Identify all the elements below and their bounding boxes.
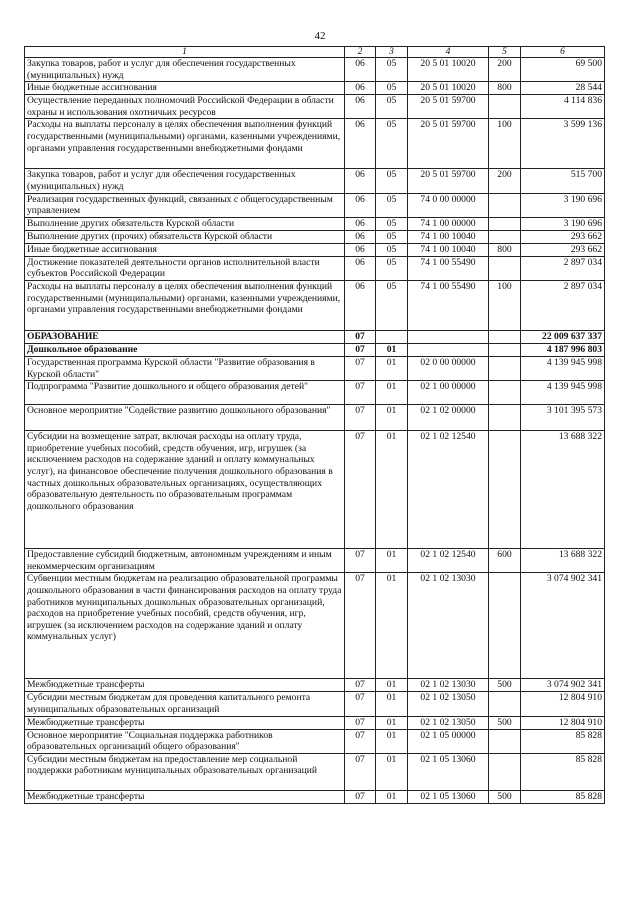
- header-cell: 2: [345, 47, 376, 58]
- header-cell: 4: [408, 47, 489, 58]
- row-subsection-cell: 05: [376, 217, 408, 230]
- row-name-cell: Реализация государственных функций, связанных с общегосударственным управлением: [25, 193, 345, 217]
- row-expense-type-cell: 800: [489, 82, 521, 95]
- row-expense-type-cell: [489, 343, 521, 356]
- table-row: [25, 169, 605, 193]
- row-amount-cell: 85 828: [521, 790, 605, 803]
- row-subsection-cell: 01: [376, 716, 408, 729]
- row-subsection-cell: 05: [376, 58, 408, 82]
- row-name-cell: Субсидии на возмещение затрат, включая расходы на оплату труда, приобретение учебных пособий, средств обучения, игр, игрушек (за исключением расходов на содержание зданий и оплату коммунальных услуг), на финансовое обеспечение получения дошкольного образования в частных дошкольных образовательных организациях, осуществляющих образовательную деятельность по образовательным программам дошкольного образования: [25, 431, 345, 549]
- row-amount-cell: 85 828: [521, 729, 605, 753]
- row-expense-type-cell: 100: [489, 119, 521, 169]
- row-amount-cell: 28 544: [521, 82, 605, 95]
- row-section-cell: 07: [345, 356, 376, 380]
- table-row: [25, 217, 605, 230]
- row-subsection-cell: 05: [376, 243, 408, 256]
- table-row: [25, 280, 605, 330]
- row-subsection-cell: 01: [376, 573, 408, 679]
- row-amount-cell: 3 190 696: [521, 193, 605, 217]
- row-target-code-cell: 20 5 01 59700: [408, 169, 489, 193]
- table-row: [25, 119, 605, 169]
- row-expense-type-cell: [489, 431, 521, 549]
- table-row: [25, 193, 605, 217]
- row-target-code-cell: 74 1 00 10040: [408, 243, 489, 256]
- row-subsection-cell: 01: [376, 692, 408, 716]
- row-name-cell: Межбюджетные трансферты: [25, 790, 345, 803]
- row-target-code-cell: 02 1 02 00000: [408, 405, 489, 431]
- row-section-cell: 07: [345, 753, 376, 790]
- row-amount-cell: 3 190 696: [521, 217, 605, 230]
- row-expense-type-cell: [489, 381, 521, 405]
- row-section-cell: 06: [345, 58, 376, 82]
- row-amount-cell: 22 009 637 337: [521, 330, 605, 343]
- row-name-cell: Субсидии местным бюджетам на предоставление мер социальной поддержки работникам муниципальных образовательных организаций: [25, 753, 345, 790]
- row-target-code-cell: 20 5 01 59700: [408, 119, 489, 169]
- row-name-cell: Закупка товаров, работ и услуг для обеспечения государственных (муниципальных) нужд: [25, 58, 345, 82]
- row-subsection-cell: 05: [376, 193, 408, 217]
- row-expense-type-cell: [489, 753, 521, 790]
- row-target-code-cell: 02 1 02 13050: [408, 716, 489, 729]
- row-expense-type-cell: [489, 692, 521, 716]
- table-row: [25, 381, 605, 405]
- row-name-cell: Иные бюджетные ассигнования: [25, 82, 345, 95]
- row-target-code-cell: 02 1 05 13060: [408, 753, 489, 790]
- row-target-code-cell: 02 1 02 13030: [408, 573, 489, 679]
- row-name-cell: Основное мероприятие "Содействие развитию дошкольного образования": [25, 405, 345, 431]
- row-subsection-cell: 05: [376, 95, 408, 119]
- row-amount-cell: 515 700: [521, 169, 605, 193]
- row-target-code-cell: 02 1 02 12540: [408, 431, 489, 549]
- row-section-cell: 06: [345, 169, 376, 193]
- row-target-code-cell: 02 1 05 00000: [408, 729, 489, 753]
- row-subsection-cell: 01: [376, 729, 408, 753]
- row-section-cell: 07: [345, 405, 376, 431]
- table-row: [25, 753, 605, 790]
- table-row: [25, 716, 605, 729]
- row-amount-cell: 3 599 136: [521, 119, 605, 169]
- row-section-cell: 07: [345, 431, 376, 549]
- row-amount-cell: 13 688 322: [521, 431, 605, 549]
- row-name-cell: Субвенции местным бюджетам на реализацию образовательной программы дошкольного образования в части финансирования расходов на оплату труда работников муниципальных дошкольных образовательных организаций, расходов на приобретение учебных пособий, средств обучения, игр, игрушек (за исключением расходов на содержание зданий и оплату коммунальных услуг): [25, 573, 345, 679]
- row-target-code-cell: 74 1 00 55490: [408, 280, 489, 330]
- row-name-cell: Дошкольное образование: [25, 343, 345, 356]
- row-subsection-cell: 01: [376, 343, 408, 356]
- row-expense-type-cell: [489, 217, 521, 230]
- row-section-cell: 06: [345, 230, 376, 243]
- row-subsection-cell: 01: [376, 381, 408, 405]
- row-expense-type-cell: [489, 230, 521, 243]
- row-subsection-cell: 01: [376, 679, 408, 692]
- row-amount-cell: 85 828: [521, 753, 605, 790]
- table-row: [25, 343, 605, 356]
- table-row: [25, 729, 605, 753]
- table-row: [25, 431, 605, 549]
- row-section-cell: 07: [345, 729, 376, 753]
- row-subsection-cell: 05: [376, 256, 408, 280]
- row-name-cell: Расходы на выплаты персоналу в целях обеспечения выполнения функций государственными (муниципальными) органами, казенными учреждениями, органами управления государственными внебюджетными фондами: [25, 280, 345, 330]
- row-name-cell: Предоставление субсидий бюджетным, автономным учреждениям и иным некоммерческим организациям: [25, 549, 345, 573]
- row-amount-cell: 4 187 996 803: [521, 343, 605, 356]
- row-target-code-cell: 74 1 00 55490: [408, 256, 489, 280]
- row-name-cell: Межбюджетные трансферты: [25, 716, 345, 729]
- row-section-cell: 07: [345, 716, 376, 729]
- row-amount-cell: 293 662: [521, 243, 605, 256]
- row-expense-type-cell: [489, 729, 521, 753]
- row-amount-cell: 2 897 034: [521, 256, 605, 280]
- row-target-code-cell: [408, 343, 489, 356]
- budget-table: [24, 46, 605, 804]
- row-expense-type-cell: [489, 193, 521, 217]
- row-subsection-cell: 01: [376, 356, 408, 380]
- row-section-cell: 07: [345, 549, 376, 573]
- row-amount-cell: 4 139 945 998: [521, 356, 605, 380]
- row-name-cell: Выполнение других (прочих) обязательств Курской области: [25, 230, 345, 243]
- row-amount-cell: 12 804 910: [521, 716, 605, 729]
- table-row: [25, 82, 605, 95]
- row-expense-type-cell: [489, 573, 521, 679]
- table-row: [25, 243, 605, 256]
- row-name-cell: Закупка товаров, работ и услуг для обеспечения государственных (муниципальных) нужд: [25, 169, 345, 193]
- row-section-cell: 07: [345, 381, 376, 405]
- row-target-code-cell: 02 1 02 13050: [408, 692, 489, 716]
- row-target-code-cell: 74 1 00 00000: [408, 217, 489, 230]
- row-section-cell: 06: [345, 82, 376, 95]
- row-section-cell: 06: [345, 243, 376, 256]
- header-cell: 3: [376, 47, 408, 58]
- row-name-cell: Государственная программа Курской области "Развитие образования в Курской области": [25, 356, 345, 380]
- row-subsection-cell: 01: [376, 549, 408, 573]
- row-subsection-cell: 01: [376, 405, 408, 431]
- row-name-cell: Межбюджетные трансферты: [25, 679, 345, 692]
- row-expense-type-cell: 200: [489, 169, 521, 193]
- row-expense-type-cell: 500: [489, 790, 521, 803]
- row-subsection-cell: [376, 330, 408, 343]
- table-row: [25, 573, 605, 679]
- row-section-cell: 06: [345, 119, 376, 169]
- row-section-cell: 07: [345, 343, 376, 356]
- row-name-cell: Выполнение других обязательств Курской области: [25, 217, 345, 230]
- row-amount-cell: 293 662: [521, 230, 605, 243]
- row-section-cell: 07: [345, 679, 376, 692]
- row-target-code-cell: 20 5 01 10020: [408, 58, 489, 82]
- row-target-code-cell: 02 1 02 12540: [408, 549, 489, 573]
- row-name-cell: Расходы на выплаты персоналу в целях обеспечения выполнения функций государственными (муниципальными) органами, казенными учреждениями, органами управления государственными внебюджетными фондами: [25, 119, 345, 169]
- row-target-code-cell: 02 1 00 00000: [408, 381, 489, 405]
- row-subsection-cell: 05: [376, 280, 408, 330]
- table-row: [25, 356, 605, 380]
- row-section-cell: 07: [345, 573, 376, 679]
- row-amount-cell: 3 074 902 341: [521, 679, 605, 692]
- table-row: [25, 692, 605, 716]
- row-amount-cell: 13 688 322: [521, 549, 605, 573]
- table-row: [25, 679, 605, 692]
- row-subsection-cell: 01: [376, 790, 408, 803]
- header-cell: 1: [25, 47, 345, 58]
- row-amount-cell: 2 897 034: [521, 280, 605, 330]
- row-expense-type-cell: [489, 256, 521, 280]
- header-cell: 6: [521, 47, 605, 58]
- row-expense-type-cell: 200: [489, 58, 521, 82]
- row-name-cell: Иные бюджетные ассигнования: [25, 243, 345, 256]
- row-target-code-cell: 74 1 00 10040: [408, 230, 489, 243]
- row-expense-type-cell: 100: [489, 280, 521, 330]
- table-row: [25, 256, 605, 280]
- page-number: 42: [314, 30, 326, 42]
- row-amount-cell: 12 804 910: [521, 692, 605, 716]
- row-expense-type-cell: 500: [489, 679, 521, 692]
- table-header-row: [25, 47, 605, 58]
- table-row: [25, 58, 605, 82]
- row-subsection-cell: 05: [376, 230, 408, 243]
- row-name-cell: Достижение показателей деятельности органов исполнительной власти субъектов Российской Федерации: [25, 256, 345, 280]
- row-section-cell: 07: [345, 692, 376, 716]
- row-subsection-cell: 05: [376, 169, 408, 193]
- row-expense-type-cell: [489, 330, 521, 343]
- row-name-cell: Субсидии местным бюджетам для проведения капитального ремонта муниципальных образовательных организаций: [25, 692, 345, 716]
- row-expense-type-cell: 800: [489, 243, 521, 256]
- row-section-cell: 07: [345, 790, 376, 803]
- row-name-cell: Осуществление переданных полномочий Российской Федерации в области охраны и использования охотничьих ресурсов: [25, 95, 345, 119]
- row-target-code-cell: 20 5 01 59700: [408, 95, 489, 119]
- row-subsection-cell: 01: [376, 753, 408, 790]
- row-name-cell: Подпрограмма "Развитие дошкольного и общего образования детей": [25, 381, 345, 405]
- row-amount-cell: 69 500: [521, 58, 605, 82]
- row-expense-type-cell: [489, 95, 521, 119]
- table-row: [25, 330, 605, 343]
- row-subsection-cell: 01: [376, 431, 408, 549]
- row-target-code-cell: 20 5 01 10020: [408, 82, 489, 95]
- row-section-cell: 06: [345, 95, 376, 119]
- table-row: [25, 95, 605, 119]
- row-expense-type-cell: [489, 405, 521, 431]
- row-target-code-cell: 02 0 00 00000: [408, 356, 489, 380]
- row-section-cell: 06: [345, 256, 376, 280]
- row-amount-cell: 4 139 945 998: [521, 381, 605, 405]
- row-expense-type-cell: 600: [489, 549, 521, 573]
- row-name-cell: ОБРАЗОВАНИЕ: [25, 330, 345, 343]
- row-expense-type-cell: [489, 356, 521, 380]
- row-section-cell: 07: [345, 330, 376, 343]
- header-cell: 5: [489, 47, 521, 58]
- row-section-cell: 06: [345, 217, 376, 230]
- row-target-code-cell: [408, 330, 489, 343]
- row-amount-cell: 3 101 395 573: [521, 405, 605, 431]
- row-expense-type-cell: 500: [489, 716, 521, 729]
- table-row: [25, 405, 605, 431]
- table-row: [25, 230, 605, 243]
- table-row: [25, 790, 605, 803]
- row-subsection-cell: 05: [376, 119, 408, 169]
- row-section-cell: 06: [345, 193, 376, 217]
- row-section-cell: 06: [345, 280, 376, 330]
- table-row: [25, 549, 605, 573]
- row-target-code-cell: 02 1 05 13060: [408, 790, 489, 803]
- row-target-code-cell: 02 1 02 13030: [408, 679, 489, 692]
- row-amount-cell: 4 114 836: [521, 95, 605, 119]
- row-name-cell: Основное мероприятие "Социальная поддержка работников образовательных организаций общего образования": [25, 729, 345, 753]
- row-subsection-cell: 05: [376, 82, 408, 95]
- row-target-code-cell: 74 0 00 00000: [408, 193, 489, 217]
- row-amount-cell: 3 074 902 341: [521, 573, 605, 679]
